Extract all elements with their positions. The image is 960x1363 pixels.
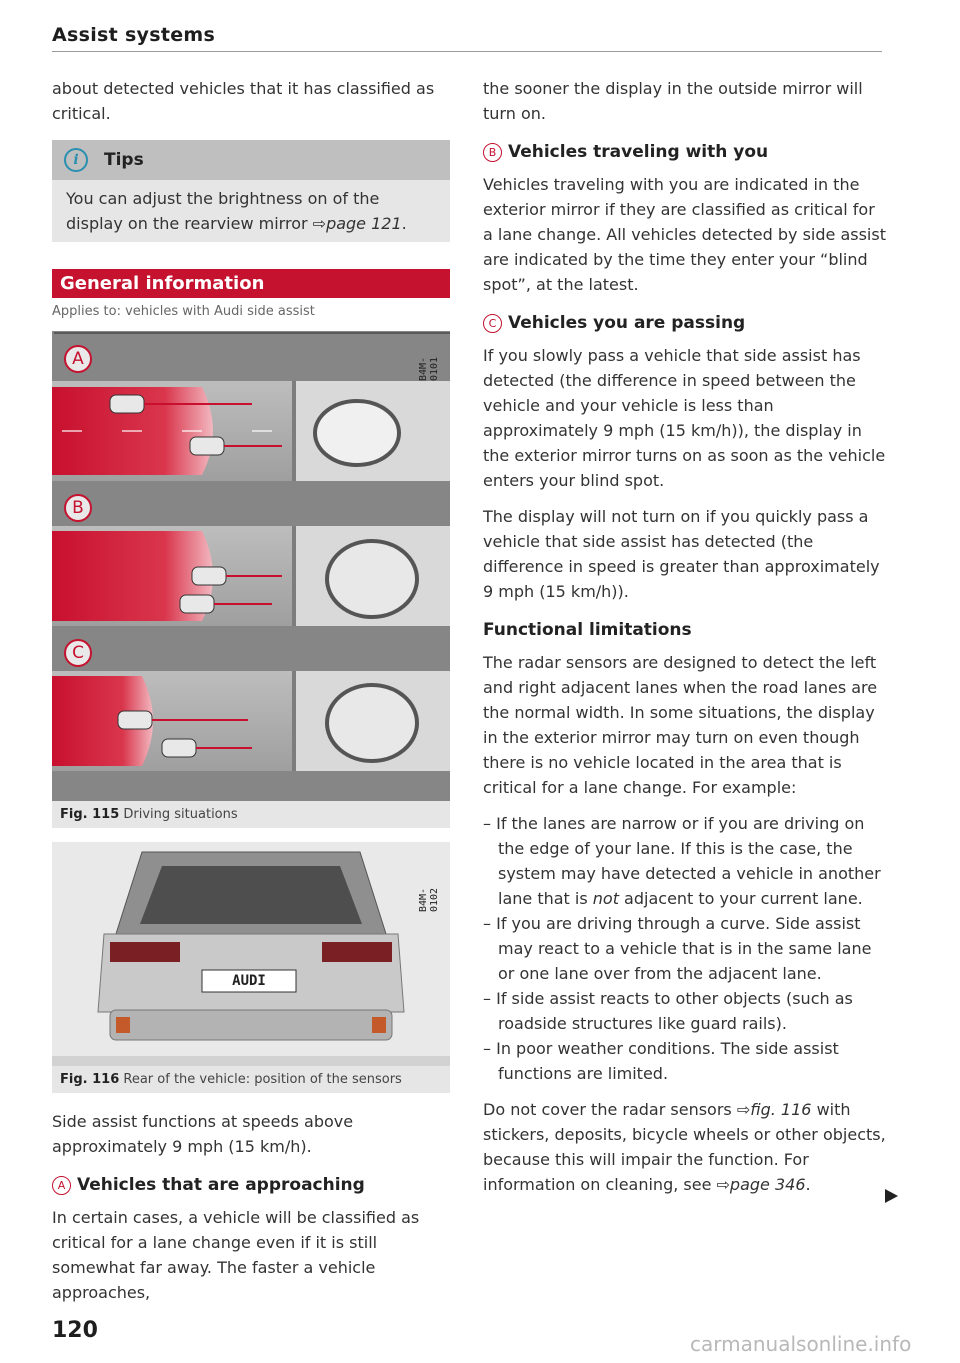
panel-label-c: C (64, 639, 92, 667)
vehicle-rear-illustration (52, 842, 450, 1066)
panel-label-a: A (64, 345, 92, 373)
driving-situations-illustration (52, 331, 450, 801)
figure-116-ref: fig. 116 (750, 1100, 812, 1119)
figure-115 (52, 331, 450, 828)
list-item: – If you are driving through a curve. Side assist may react to a vehicle that is in the same lane or one lane over from the adjacent lane. (483, 914, 872, 983)
bullet-1-text: If the lanes are narrow or if you are driving on the edge of your lane. If this is the case, the system may have detected a vehicle in another lane that is (496, 814, 881, 908)
page-number: 120 (52, 1318, 98, 1343)
traveling-paragraph: Vehicles traveling with you are indicated in the exterior mirror if they are classified as critical for a lane change. All vehicles detected by side assist are indicated by the time they enter your “blind spot”, at the latest. (483, 175, 886, 294)
page-header-title: Assist systems (52, 24, 216, 46)
tips-header (52, 140, 450, 180)
circle-label-b: B (483, 143, 502, 162)
heading-passing-text: Vehicles you are passing (508, 313, 746, 333)
tips-sentence: You can adjust the brightness on of the display on the rearview mirror (66, 189, 380, 233)
cover-sensors-paragraph (483, 1097, 888, 1197)
figure-115-label: Fig. 115 (60, 807, 120, 822)
figure-116-caption (52, 1066, 450, 1093)
arrow-right-icon: ⇨ (312, 214, 327, 233)
bullet-1-text-end: adjacent to your current lane. (618, 889, 863, 908)
section-title-general-information: General information (52, 269, 450, 298)
header-divider (52, 51, 882, 52)
heading-passing (483, 313, 888, 333)
figure-116 (52, 842, 450, 1093)
circle-label-c: C (483, 314, 502, 333)
figure-code-116: B4M-0102 (418, 887, 440, 912)
panel-label-b: B (64, 494, 92, 522)
speed-paragraph: Side assist functions at speeds above approximately 9 mph (15 km/h). (52, 1112, 354, 1156)
list-item: – If side assist reacts to other objects (such as roadside structures like guard rails). (483, 989, 853, 1033)
tips-page-ref: page 121 (326, 214, 402, 233)
figure-code-115: B4M-0101 (418, 356, 440, 381)
right-column (483, 76, 888, 1197)
approaching-paragraph: In certain cases, a vehicle will be classified as critical for a lane change even if it is still somewhat far away. The faster a vehicle approaches, (52, 1208, 420, 1302)
page-346-ref: page 346 (729, 1175, 806, 1194)
figure-115-caption (52, 801, 450, 828)
tips-text (52, 180, 450, 242)
applies-to-note: Applies to: vehicles with Audi side assist (52, 304, 315, 319)
figure-115-caption-text: Driving situations (123, 807, 238, 822)
tips-title: Tips (104, 150, 144, 170)
bullet-4-text: In poor weather conditions. The side assist functions are limited. (496, 1039, 839, 1083)
license-plate: AUDI (232, 973, 266, 989)
figure-116-label: Fig. 116 (60, 1072, 120, 1087)
left-column (52, 76, 450, 1305)
cover-text-middle: with stickers, deposits, bicycle wheels or other objects, because this will impair the function. For information on cleaning, see (483, 1100, 886, 1194)
tips-page-link[interactable] (313, 214, 402, 233)
list-item: – If the lanes are narrow or if you are driving on the edge of your lane. If this is the case, the system may have detected a vehicle in another lane that is not adjacent to your current lane. (483, 814, 881, 908)
arrow-right-icon: ⇨ (736, 1100, 751, 1119)
bullet-3-text: If side assist reacts to other objects (such as roadside structures like guard rails). (496, 989, 853, 1033)
limitations-paragraph: The radar sensors are designed to detect the left and right adjacent lanes when the road lanes are the normal width. In some situations, the display in the exterior mirror may turn on even though there is no vehicle located in the area that is critical for a lane change. For example: (483, 653, 878, 797)
cover-text-start: Do not cover the radar sensors (483, 1100, 732, 1119)
list-item: – In poor weather conditions. The side assist functions are limited. (483, 1039, 839, 1083)
figure-116-link[interactable] (737, 1100, 812, 1119)
passing-paragraph-1: If you slowly pass a vehicle that side assist has detected (the difference in speed between the vehicle and your vehicle is less than approximately 9 mph (15 km/h)), the display in the exterior mirror turns on as soon as the vehicle enters your blind spot. (483, 346, 886, 490)
tips-box (52, 140, 450, 242)
cover-period: . (805, 1175, 811, 1194)
intro-paragraph: about detected vehicles that it has classified as critical. (52, 79, 435, 123)
bullet-2-text: If you are driving through a curve. Side assist may react to a vehicle that is in the same lane or one lane over from the adjacent lane. (496, 914, 872, 983)
passing-paragraph-2: The display will not turn on if you quickly pass a vehicle that side assist has detected (the difference in speed is greater than approximately 9 mph (15 km/h)). (483, 507, 880, 601)
figure-116-caption-text: Rear of the vehicle: position of the sensors (123, 1072, 402, 1087)
circle-label-a: A (52, 1176, 71, 1195)
continuation-paragraph: the sooner the display in the outside mirror will turn on. (483, 79, 863, 123)
heading-approaching (52, 1175, 450, 1195)
bullet-1-emphasis: not (592, 889, 619, 908)
heading-traveling-with-you (483, 142, 888, 162)
page-346-link[interactable] (717, 1175, 806, 1194)
heading-functional-limitations: Functional limitations (483, 620, 692, 640)
continue-arrow-icon (885, 1189, 898, 1203)
limitations-list (483, 811, 888, 1086)
heading-traveling-text: Vehicles traveling with you (508, 142, 769, 162)
arrow-right-icon: ⇨ (716, 1175, 730, 1194)
watermark-text: carmanualsonline.info (690, 1332, 912, 1356)
tips-period: . (401, 214, 407, 233)
info-icon: i (64, 148, 88, 172)
heading-approaching-text: Vehicles that are approaching (77, 1175, 365, 1195)
